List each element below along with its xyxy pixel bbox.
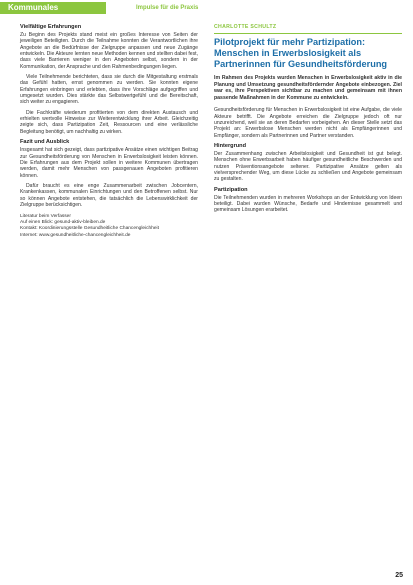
article-headline: Pilotprojekt für mehr Partizipation: Menschen in Erwerbslosigkeit als Partnerinnen für Gesundheitsförderung bbox=[214, 37, 388, 70]
left-column bbox=[20, 24, 198, 239]
paragraph: Der Zusammenhang zwischen Arbeitslosigkeit und Gesundheit ist gut belegt. Menschen ohne Erwerbsarbeit haben häufiger gesundheitliche Beschwerden und nutzen Präventionsangebote seltener. Partizipative Ansätze gelten als vielversprechender Weg, um diese Lücke zu schließen und Angebote gemeinsam zu gestalten. bbox=[214, 151, 402, 183]
section-subtitle: Impulse für die Praxis bbox=[136, 5, 199, 11]
source-line: Internet: www.gesundheitliche-chancengleichheit.de bbox=[20, 232, 131, 238]
section-tab: Kommunales bbox=[0, 2, 106, 14]
page-number: 25 bbox=[395, 572, 403, 579]
paragraph: Die Teilnehmenden wurden in mehreren Workshops an der Entwicklung von Ideen beteiligt. Dabei wurden Wünsche, Bedarfe und Hindernisse gesammelt und gemeinsam Lösungen erarbeitet. bbox=[214, 194, 402, 214]
source-line: Kontakt: Koordinierungsstelle Gesundheitliche Chancengleichheit bbox=[20, 226, 159, 232]
paragraph: Dafür braucht es eine enge Zusammenarbeit zwischen Jobcentern, Krankenkassen, kommunalen Einrichtungen und den Betroffenen selbst. Nur so können Angebote entstehen, die tatsächlich die Lebenswirklichkeit der Zielgruppe berücksichtigen. bbox=[20, 182, 198, 208]
rubric-rule bbox=[214, 33, 402, 34]
source-line: Auf einen Blick: gesund-aktiv-bleiben.de bbox=[20, 220, 106, 226]
paragraph: Gesundheitsförderung für Menschen in Erwerbslosigkeit ist eine Aufgabe, die viele Akteure betrifft. Die Angebote erreichen die Zielgruppe jedoch oft nur unzureichend, weil sie an deren Bedarfen vorbeigehen. An dieser Stelle setzt das Projekt an: Erwerbslose Menschen werden nicht als Empfängerinnen und Empfänger, sondern als Partnerinnen und Partner verstanden. bbox=[214, 107, 402, 139]
author-rubric: CHARLOTTE SCHULTZ bbox=[214, 24, 277, 30]
article-lead: Im Rahmen des Projekts wurden Menschen in Erwerbslosigkeit aktiv in die Planung und Umsetzung gesundheitsfördernder Angebote einbezogen. Ziel war es, ihre Perspektiven sichtbar zu machen und gemeinsam mit ihnen passende Maßnahmen in der Kommune zu entwickeln. bbox=[214, 75, 402, 101]
heading-background: Hintergrund bbox=[214, 143, 247, 150]
heading-participation: Partizipation bbox=[214, 186, 248, 193]
heading-conclusion: Fazit und Ausblick bbox=[20, 139, 70, 146]
sources-title: Literatur beim Verfasser bbox=[20, 214, 71, 220]
paragraph: Insgesamt hat sich gezeigt, dass partizipative Ansätze einen wichtigen Beitrag zur Gesundheitsförderung von Menschen in Erwerbslosigkeit leisten können. Die Erfahrungen aus dem Projekt sollen in weitere Kommunen übertragen werden, damit mehr Menschen von passgenauen Angeboten profitieren können. bbox=[20, 147, 198, 179]
page-header bbox=[0, 0, 413, 16]
heading-experiences: Vielfältige Erfahrungen bbox=[20, 24, 82, 30]
sources-block bbox=[20, 214, 198, 238]
paragraph: Viele Teilnehmende berichteten, dass sie durch die Mitgestaltung erstmals das Gefühl hatten, ernst genommen zu werden. Sie konnten eigene Erfahrungen einbringen und erlebten, dass ihre Vorschläge aufgegriffen und umgesetzt wurden. Dies stärkte das Selbstwertgefühl und die Bereitschaft, sich weiter zu engagieren. bbox=[20, 74, 198, 106]
paragraph: Zu Beginn des Projekts stand meist ein großes Interesse von Seiten der jeweiligen Beteiligten. Durch die Teilnahme konnten die Verantwortlichen ihre Angebote an die Bedürfnisse der Zielgruppe anpassen und neue Zugänge entwickeln. Die Akteure lernten neue Methoden kennen und stellten dabei fest, dass viele Barrieren weniger in den Angeboten selbst, sondern in der Kommunikation, der Ansprache und den Rahmenbedingungen liegen. bbox=[20, 32, 198, 70]
paragraph: Die Fachkräfte wiederum profitierten von dem direkten Austausch und erhielten wertvolle Hinweise zur Weiterentwicklung ihrer Arbeit. Gleichzeitig zeigte sich, dass Partizipation Zeit, Ressourcen und eine verlässliche Begleitung benötigt, um nachhaltig zu wirken. bbox=[20, 109, 198, 135]
right-column bbox=[214, 24, 402, 218]
